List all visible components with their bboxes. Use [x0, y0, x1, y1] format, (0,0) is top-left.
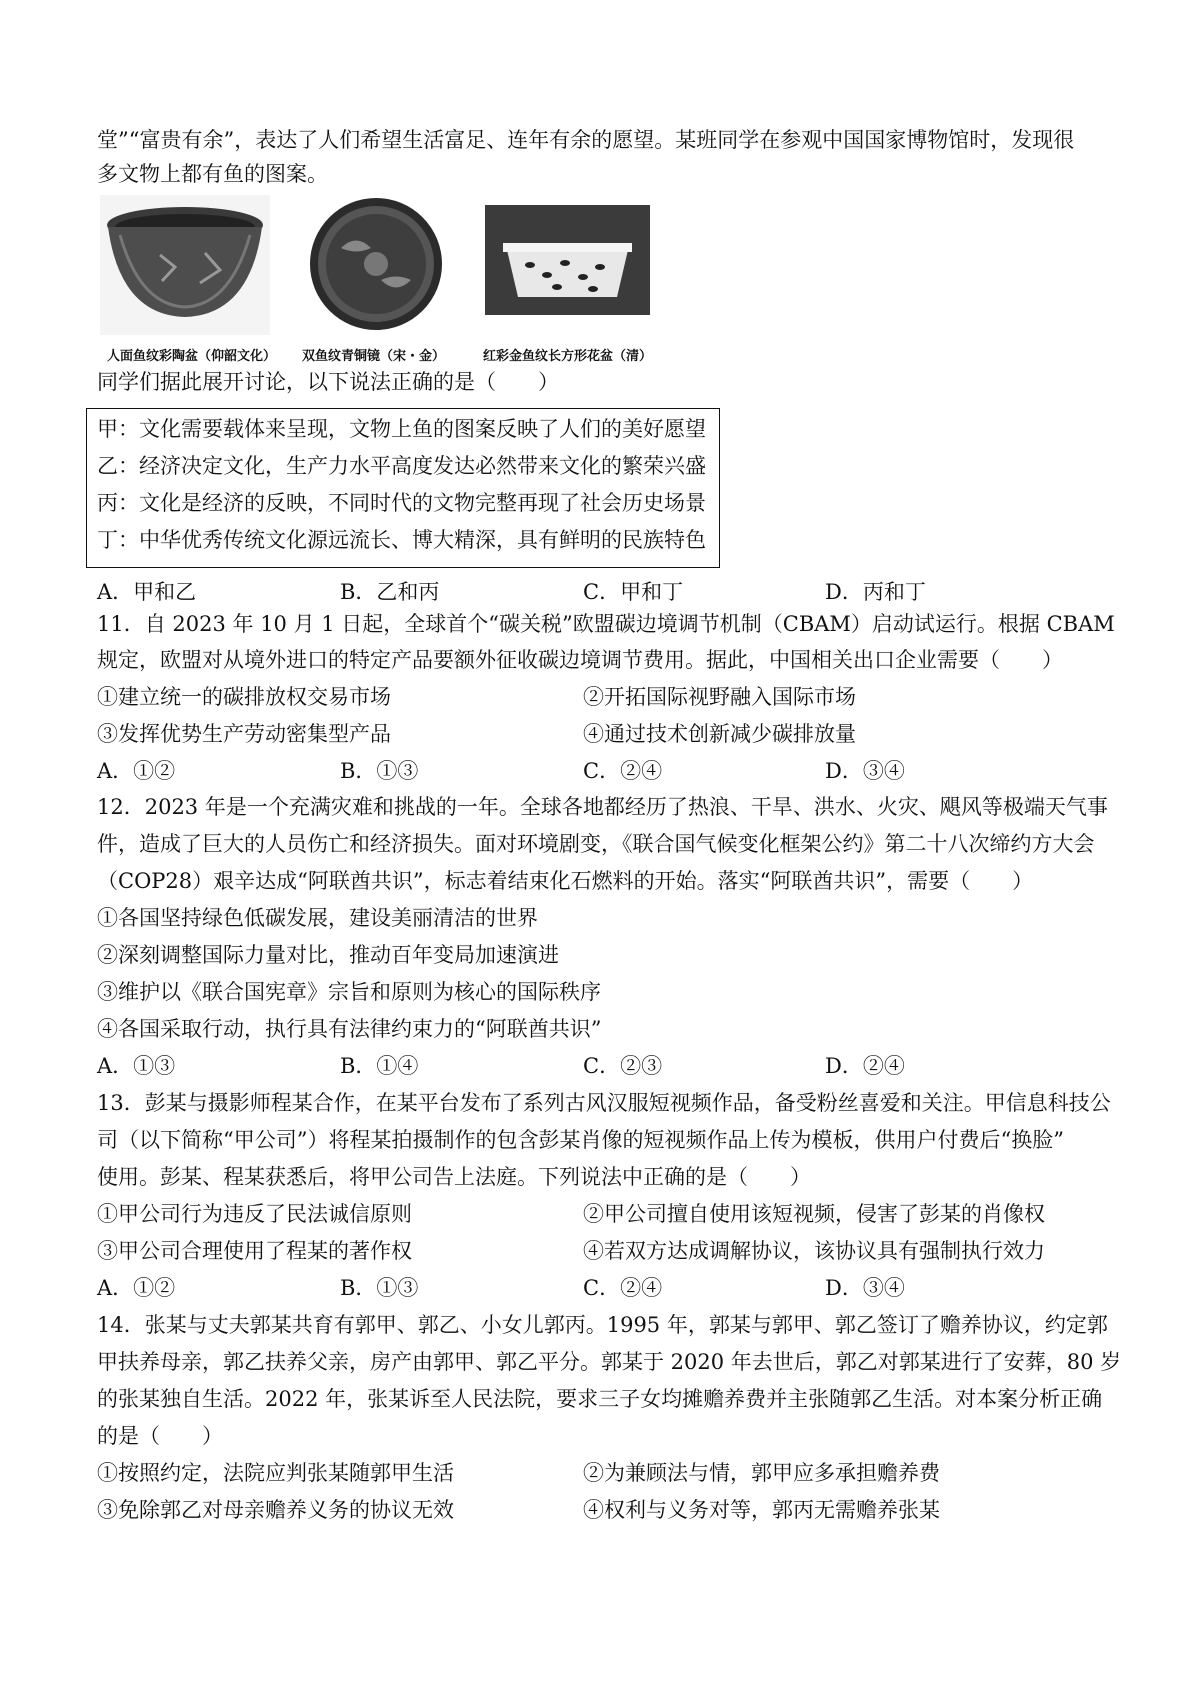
statement-box [86, 408, 720, 568]
q13-stem-1: 13．彭某与摄影师程某合作，在某平台发布了系列古风汉服短视频作品，备受粉丝喜爱和关注。甲信息科技公 [97, 1091, 1111, 1115]
q11-stem-2: 规定，欧盟对从境外进口的特定产品要额外征收碳边境调节费用。据此，中国相关出口企业需要（ ） [97, 648, 1063, 672]
statement-bing: 丙：文化是经济的反映，不同时代的文物完整再现了社会历史场景 [97, 491, 706, 515]
q12-item-4: ④各国采取行动，执行具有法律约束力的“阿联酋共识” [97, 1017, 602, 1041]
q12-item-3: ③维护以《联合国宪章》宗旨和原则为核心的国际秩序 [97, 980, 601, 1004]
q14-stem-3: 的张某独自生活。2022 年，张某诉至人民法院，要求三子女均摊赡养费并主张随郭乙生活。对本案分析正确 [97, 1387, 1103, 1411]
q14-stem-4: 的是（ ） [97, 1424, 223, 1448]
q12-stem-3: （COP28）艰辛达成“阿联酋共识”，标志着结束化石燃料的开始。落实“阿联酋共识”，需要（ ） [97, 869, 1034, 893]
q14-item-2: ②为兼顾法与情，郭甲应多承担赡养费 [583, 1461, 940, 1485]
flower-pot-photo [485, 205, 650, 315]
figure-caption-3: 红彩金鱼纹长方形花盆（清） [483, 349, 653, 364]
q13-choice-b: B．①③ [340, 1276, 419, 1300]
q13-item-2: ②甲公司擅自使用该短视频，侵害了彭某的肖像权 [583, 1202, 1045, 1226]
q12-stem-1: 12．2023 年是一个充满灾难和挑战的一年。全球各地都经历了热浪、干旱、洪水、火灾、飓风等极端天气事 [97, 795, 1108, 819]
q13-item-1: ①甲公司行为违反了民法诚信原则 [97, 1202, 412, 1226]
intro-line-2: 多文物上都有鱼的图案。 [97, 162, 328, 186]
q12-choice-b: B．①④ [340, 1054, 419, 1078]
figure-caption-2: 双鱼纹青铜镜（宋・金） [302, 349, 446, 364]
q14-item-3: ③免除郭乙对母亲赡养义务的协议无效 [97, 1498, 454, 1522]
q12-item-1: ①各国坚持绿色低碳发展，建设美丽清洁的世界 [97, 906, 538, 930]
q10-choice-a: A．甲和乙 [97, 580, 197, 604]
q11-item-3: ③发挥优势生产劳动密集型产品 [97, 722, 391, 746]
pottery-bowl-photo [100, 195, 270, 335]
q11-choice-c: C．②④ [583, 759, 663, 783]
q13-stem-3: 使用。彭某、程某获悉后，将甲公司告上法庭。下列说法中正确的是（ ） [97, 1165, 811, 1189]
q13-choice-a: A．①② [97, 1276, 176, 1300]
q11-item-2: ②开拓国际视野融入国际市场 [583, 685, 856, 709]
q10-choice-d: D．丙和丁 [825, 580, 926, 604]
q14-stem-2: 甲扶养母亲，郭乙扶养父亲，房产由郭甲、郭乙平分。郭某于 2020 年去世后，郭乙对郭某进行了安葬，80 岁 [97, 1350, 1122, 1374]
q14-item-1: ①按照约定，法院应判张某随郭甲生活 [97, 1461, 454, 1485]
q11-stem-1: 11．自 2023 年 10 月 1 日起，全球首个“碳关税”欧盟碳边境调节机制（CBAM）启动试运行。根据 CBAM [97, 612, 1115, 636]
statement-yi: 乙：经济决定文化，生产力水平高度发达必然带来文化的繁荣兴盛 [97, 454, 706, 478]
q10-choice-c: C．甲和丁 [583, 580, 684, 604]
q13-stem-2: 司（以下简称“甲公司”）将程某拍摄制作的包含彭某肖像的短视频作品上传为模板，供用户付费后“换脸” [97, 1128, 1064, 1152]
q13-choice-d: D．③④ [825, 1276, 905, 1300]
bronze-mirror-photo [306, 193, 446, 335]
q12-choice-d: D．②④ [825, 1054, 905, 1078]
q11-choice-d: D．③④ [825, 759, 905, 783]
q14-item-4: ④权利与义务对等，郭丙无需赡养张某 [583, 1498, 940, 1522]
q13-item-4: ④若双方达成调解协议，该协议具有强制执行效力 [583, 1239, 1045, 1263]
q12-item-2: ②深刻调整国际力量对比，推动百年变局加速演进 [97, 943, 559, 967]
q11-choice-a: A．①② [97, 759, 176, 783]
statement-ding: 丁：中华优秀传统文化源远流长、博大精深，具有鲜明的民族特色 [97, 528, 706, 552]
q12-choice-a: A．①③ [97, 1054, 176, 1078]
q13-choice-c: C．②④ [583, 1276, 663, 1300]
q11-choice-b: B．①③ [340, 759, 419, 783]
q11-item-4: ④通过技术创新减少碳排放量 [583, 722, 856, 746]
q14-stem-1: 14．张某与丈夫郭某共育有郭甲、郭乙、小女儿郭丙。1995 年，郭某与郭甲、郭乙签订了赡养协议，约定郭 [97, 1313, 1108, 1337]
q10-choice-b: B．乙和丙 [340, 580, 440, 604]
intro-line-1: 堂”“富贵有余”，表达了人们希望生活富足、连年有余的愿望。某班同学在参观中国国家博物馆时，发现很 [97, 128, 1075, 152]
q11-item-1: ①建立统一的碳排放权交易市场 [97, 685, 391, 709]
q10-stem: 同学们据此展开讨论，以下说法正确的是（ ） [97, 370, 559, 394]
statement-jia: 甲：文化需要载体来呈现，文物上鱼的图案反映了人们的美好愿望 [97, 417, 706, 441]
q13-item-3: ③甲公司合理使用了程某的著作权 [97, 1239, 412, 1263]
figure-caption-1: 人面鱼纹彩陶盆（仰韶文化） [107, 349, 277, 364]
q12-stem-2: 件，造成了巨大的人员伤亡和经济损失。面对环境剧变，《联合国气候变化框架公约》第二十八次缔约方大会 [97, 832, 1095, 856]
q12-choice-c: C．②③ [583, 1054, 663, 1078]
